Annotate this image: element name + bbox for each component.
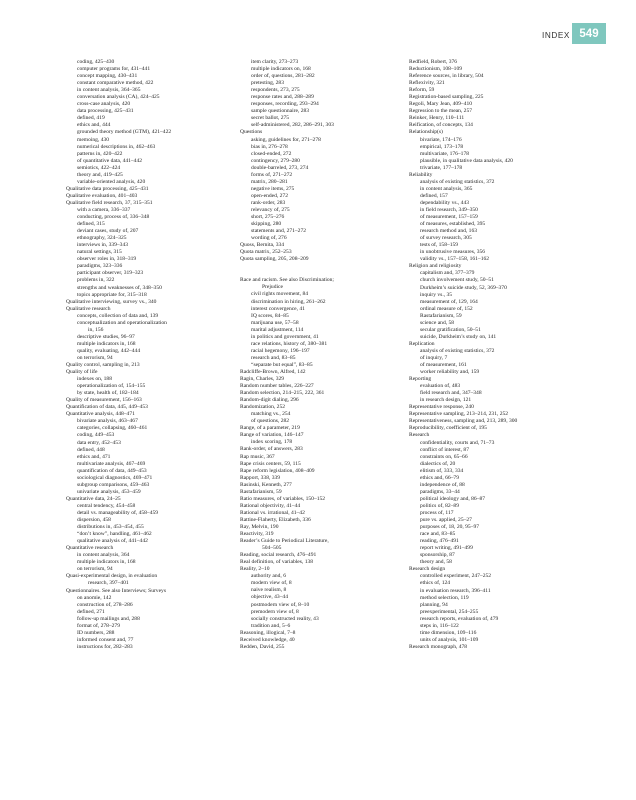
index-subentry: subgroup comparisons, 459–463 xyxy=(77,481,150,488)
index-entry: Reform, 59 xyxy=(409,87,435,94)
index-subentry: dependability vs., 443 xyxy=(420,199,469,206)
index-entry: Rap music, 367 xyxy=(240,453,275,460)
index-subentry: research reports, evaluation of, 479 xyxy=(420,615,499,622)
index-subentry: relevancy of, 275 xyxy=(251,206,290,213)
index-subentry: on terrorism, 94 xyxy=(77,354,113,361)
index-subentry: ethics and, 471 xyxy=(77,453,111,460)
index-subentry: asking, guidelines for, 271–278 xyxy=(251,136,321,143)
index-subentry: IQ scores, 84–85 xyxy=(251,312,289,319)
index-entry: Replication xyxy=(409,340,435,347)
index-subentry: double-barreled, 273, 274 xyxy=(251,164,309,171)
index-entry: Reflexivity, 321 xyxy=(409,80,445,87)
index-subentry: instructions for, 282–283 xyxy=(77,643,133,650)
index-subentry: computer programs for, 431–441 xyxy=(77,66,151,73)
index-entry: Research xyxy=(409,432,430,439)
index-subentry: in research design, 121 xyxy=(420,397,472,404)
index-subentry: research and, 83–85 xyxy=(251,354,296,361)
index-subentry: premodern view of, 8 xyxy=(251,608,299,615)
index-entry: Range of variation, 146–147 xyxy=(240,432,304,439)
index-continuation: Prejudice xyxy=(262,284,283,291)
index-entry: Qualitative evaluation, 401–403 xyxy=(66,192,138,199)
index-subentry: variable-oriented analysis, 420 xyxy=(77,178,146,185)
index-entry: Reasoning, illogical, 7–8 xyxy=(240,629,296,636)
index-subentry: defined, 419 xyxy=(77,115,105,122)
index-subentry: coding, 425–430 xyxy=(77,59,115,65)
index-entry: Quasi-experimental design, in evaluation xyxy=(66,573,158,580)
index-subentry: in content analysis, 364–365 xyxy=(77,87,141,94)
index-entry: Regression to the mean, 257 xyxy=(409,108,473,115)
index-subentry: analysis of existing statistics, 372 xyxy=(420,178,495,185)
index-subentry: paradigms, 33–44 xyxy=(420,488,460,495)
index-subentry: deviant cases, study of, 207 xyxy=(77,228,139,235)
index-entry: Questionnaires. See also Interviews; Surveys xyxy=(66,587,166,594)
index-entry: Rape crisis centers, 59, 115 xyxy=(240,460,301,467)
index-subentry: operationalization of, 154–155 xyxy=(77,383,146,390)
index-entry: Race and racism. See also Discrimination; xyxy=(240,277,334,284)
index-entry: Reification, of concepts, 134 xyxy=(409,122,473,129)
index-continuation: research, 397–401 xyxy=(88,580,129,587)
index-subentry: race relations, history of, 380–381 xyxy=(251,340,328,347)
index-subentry: secular gratification, 50–51 xyxy=(420,326,481,333)
index-entry: Received knowledge, 40 xyxy=(240,636,295,643)
index-subentry: independence of, 88 xyxy=(420,481,465,488)
index-subentry: in unobtrusive measures, 356 xyxy=(420,249,486,256)
index-subentry: observer roles in, 318–319 xyxy=(77,256,137,263)
index-subentry: matching vs., 254 xyxy=(251,411,291,418)
index-entry: Rational vs. irrational, 41–42 xyxy=(240,509,305,516)
index-subentry: race and, 83–85 xyxy=(420,531,456,538)
index-subentry: multivariate, 176–178 xyxy=(420,150,469,157)
index-entry: Reinker, Henry, 110–111 xyxy=(409,115,465,122)
index-subentry: descriptive studies, 96–97 xyxy=(77,333,135,340)
index-entry: Registration-based sampling, 225 xyxy=(409,94,484,101)
index-subentry: self-administered, 282, 286–291, 303 xyxy=(251,122,334,129)
index-column-2 xyxy=(240,59,430,651)
index-subentry: in content analysis, 365 xyxy=(420,185,473,192)
index-subentry: ethics and, 66–79 xyxy=(420,474,459,481)
index-subentry: wording of, 276 xyxy=(251,235,287,242)
index-subentry: grounded theory method (GTM), 421–422 xyxy=(77,129,172,136)
index-subentry: sponsorship, 87 xyxy=(420,552,455,559)
index-subentry: socially constructed reality, 43 xyxy=(251,615,319,622)
index-subentry: problems in, 322 xyxy=(77,277,115,284)
index-subentry: Durkheim’s suicide study, 52, 369–370 xyxy=(420,284,507,291)
index-subentry: confidentiality, courts and, 71–73 xyxy=(420,439,495,446)
index-entry: Quantification of data, 445, 449–453 xyxy=(66,404,148,411)
index-subentry: numerical descriptions in, 462–463 xyxy=(77,143,156,150)
index-subentry: index scoring, 178 xyxy=(251,439,293,446)
index-subentry: elitism of, 333, 334 xyxy=(420,467,464,474)
index-subentry: sociological diagnostics, 469–471 xyxy=(77,474,153,481)
index-entry: Reductionism, 108–109 xyxy=(409,66,463,73)
index-subentry: conceptualization and operationalization xyxy=(77,319,167,326)
index-continuation: in, 156 xyxy=(88,326,104,333)
index-entry: Rapport, 338, 339 xyxy=(240,474,281,481)
index-subentry: bivariate, 174–176 xyxy=(420,136,462,143)
index-subentry: ethnography, 324–325 xyxy=(77,235,127,242)
index-subentry: capitalism and, 377–379 xyxy=(420,270,475,277)
index-subentry: bivariate analysis, 463–467 xyxy=(77,418,138,425)
index-subentry: process of, 117 xyxy=(420,510,454,516)
index-subentry: qualitative analysis of, 441–442 xyxy=(77,538,148,545)
index-subentry: empirical, 173–178 xyxy=(420,143,464,150)
index-subentry: modern view of, 8 xyxy=(251,580,292,587)
index-entry: Reality, 2–10 xyxy=(240,566,270,573)
index-entry: Quota sampling, 205, 208–209 xyxy=(240,256,309,263)
index-entry: Qualitative field research, 37, 315–351 xyxy=(66,199,153,206)
index-subentry: quality, evaluating, 442–444 xyxy=(77,347,141,354)
index-subentry: dispersion, 458 xyxy=(77,517,111,524)
index-subentry: distributions in, 453–454, 455 xyxy=(77,524,144,531)
index-column-1 xyxy=(66,59,256,651)
index-subentry: informed consent and, 77 xyxy=(77,636,134,643)
index-subentry: ethics of, 124 xyxy=(420,580,451,587)
index-entry: Qualitative research xyxy=(66,305,111,312)
index-entry: Rank-order, of answers, 283 xyxy=(240,446,303,453)
index-subentry: dialectics of, 20 xyxy=(420,460,456,467)
index-subentry: method selection, 119 xyxy=(420,594,469,601)
index-entry: Quoss, Bernita, 334 xyxy=(240,242,285,249)
index-subentry: skipping, 280 xyxy=(251,221,282,228)
index-subentry: of measurement, 157–159 xyxy=(420,214,478,221)
index-entry: Real definition, of variables, 138 xyxy=(240,559,314,566)
index-subentry: statements and, 271–272 xyxy=(251,228,306,235)
index-subentry: constraints on, 65–66 xyxy=(420,453,468,460)
index-subentry: semiotics, 422–424 xyxy=(77,164,121,171)
index-subentry: contingency, 279–280 xyxy=(251,157,300,164)
index-subentry: objective, 43–44 xyxy=(251,594,288,601)
index-subentry: of measurement, 161 xyxy=(420,362,467,369)
index-subentry: construction of, 278–286 xyxy=(77,601,133,608)
index-subentry: cross-case analysis, 420 xyxy=(77,101,131,108)
index-entry: Quantitative data, 24–25 xyxy=(66,495,121,502)
index-entry: Rastafarianism, 59 xyxy=(240,488,282,495)
index-entry: Relationship(s) xyxy=(409,129,443,136)
index-subentry: conflict of interest, 87 xyxy=(420,446,469,453)
index-subentry: format of, 278–279 xyxy=(77,622,120,629)
index-subentry: closed-ended, 272 xyxy=(251,150,292,157)
index-subentry: participant observer, 319–323 xyxy=(77,270,144,277)
index-subentry: ethics and, 444 xyxy=(77,122,111,129)
index-subentry: theory and, 419–425 xyxy=(77,171,123,178)
index-subentry: of inquiry, 7 xyxy=(420,354,448,361)
index-subentry: church involvement study, 50–51 xyxy=(420,277,494,284)
index-entry: Research monograph, 478 xyxy=(409,643,468,650)
index-entry: Representative sampling, 213–214, 231, 252 xyxy=(409,411,509,418)
index-subentry: bias in, 276–278 xyxy=(251,143,288,150)
index-entry: Radcliffe-Brown, Alfred, 142 xyxy=(240,368,306,375)
index-continuation: 504–505 xyxy=(262,545,282,552)
index-entry: Regoli, Mary Jean, 409–410 xyxy=(409,101,473,108)
index-subentry: negative items, 275 xyxy=(251,185,295,192)
index-entry: Quality of measurement, 156–163 xyxy=(66,397,142,404)
index-subentry: discrimination in hiring, 261–262 xyxy=(251,298,326,305)
index-subentry: tests of, 158–159 xyxy=(420,242,459,249)
index-entry: Representativeness, sampling and, 213, 289, 300 xyxy=(409,418,518,425)
index-entry: Reactivity, 319 xyxy=(240,531,274,538)
index-subentry: of survey research, 305 xyxy=(420,235,472,242)
index-subentry: strengths and weaknesses of, 348–350 xyxy=(77,284,162,291)
index-subentry: respondents, 273, 275 xyxy=(251,87,300,94)
index-subentry: natural settings, 315 xyxy=(77,249,122,256)
index-subentry: paradigms, 323–336 xyxy=(77,263,123,270)
index-subentry: with a camera, 336–337 xyxy=(77,206,131,213)
index-entry: Questions xyxy=(240,129,263,136)
index-subentry: research method and, 163 xyxy=(420,228,477,235)
index-subentry: concept mapping, 430–431 xyxy=(77,73,138,80)
index-subentry: report writing, 491–499 xyxy=(420,545,473,552)
index-subentry: responses, recording, 293–294 xyxy=(251,101,319,108)
index-entry: Redfield, Robert, 376 xyxy=(409,59,458,65)
index-subentry: in evaluation research, 396–411 xyxy=(420,587,491,594)
index-subentry: open-ended, 272 xyxy=(251,192,288,199)
index-subentry: politics of, 82–89 xyxy=(420,502,459,509)
index-subentry: conversation analysis (CA), 424–425 xyxy=(77,94,160,101)
index-subentry: postmodern view of, 8–10 xyxy=(251,601,310,608)
index-subentry: purposes of, 18, 20, 95–97 xyxy=(420,524,480,531)
index-subentry: patterns in, 420–422 xyxy=(77,150,123,157)
index-subentry: item clarity, 273–273 xyxy=(251,59,299,65)
index-subentry: “don’t know”, handling, 461–462 xyxy=(77,531,152,538)
index-subentry: in politics and government, 41 xyxy=(251,333,319,340)
index-subentry: forms of, 271–272 xyxy=(251,171,293,178)
index-entry: Research design xyxy=(409,566,446,573)
index-subentry: sample questionnaire, 283 xyxy=(251,108,310,115)
index-subentry: short, 275–276 xyxy=(251,214,285,221)
index-subentry: response rates and, 288–289 xyxy=(251,94,314,101)
index-subentry: multivariate analysis, 467–469 xyxy=(77,460,146,467)
index-subentry: memoing, 430 xyxy=(77,136,110,143)
index-subentry: conducting, process of, 336–348 xyxy=(77,214,150,221)
index-subentry: topics appropriate for, 315–318 xyxy=(77,291,147,298)
index-subentry: multiple indicators on, 168 xyxy=(251,66,311,73)
index-entry: Quantitative research xyxy=(66,545,114,552)
section-gap xyxy=(240,263,430,277)
index-subentry: inquiry vs., 35 xyxy=(420,291,453,298)
index-entry: Rational objectivity, 41–44 xyxy=(240,502,301,509)
index-subentry: tradition and, 5–6 xyxy=(251,622,291,629)
index-subentry: trivariate, 177–178 xyxy=(420,164,463,171)
index-subentry: planning, 94 xyxy=(420,601,448,608)
page-number-badge: 549 xyxy=(572,23,606,44)
index-subentry: reading, 476–491 xyxy=(420,538,459,545)
index-entry: Qualitative data processing, 425–431 xyxy=(66,185,149,192)
index-entry: Representative response, 240 xyxy=(409,404,474,411)
index-subentry: data processing, 425–431 xyxy=(77,108,134,115)
index-entry: Ragin, Charles, 329 xyxy=(240,376,285,383)
index-subentry: validity vs., 157–158, 161–162 xyxy=(420,256,490,263)
index-entry: Reliability xyxy=(409,171,433,178)
index-entry: Quantitative analysis, 448–471 xyxy=(66,411,135,418)
index-subentry: ID numbers, 288 xyxy=(77,629,115,636)
index-entry: Range, of a parameter, 219 xyxy=(240,425,300,432)
index-entry: Randomization, 252 xyxy=(240,404,285,411)
index-entry: Reference sources, in library, 504 xyxy=(409,73,484,80)
index-subentry: central tendency, 454–458 xyxy=(77,502,136,509)
index-subentry: plausible, in qualitative data analysis, 420 xyxy=(420,157,513,164)
index-subentry: coding, 449–453 xyxy=(77,432,115,439)
index-subentry: of quantitative data, 441–442 xyxy=(77,157,143,164)
index-subentry: marijuana use, 57–58 xyxy=(251,319,299,326)
index-entry: Religion and religiosity xyxy=(409,263,462,270)
index-column-3 xyxy=(409,59,599,651)
index-subentry: Rastafarianism, 59 xyxy=(420,312,462,319)
index-subentry: rank-order, 283 xyxy=(251,199,286,206)
index-subentry: of measures, established, 395 xyxy=(420,221,486,228)
index-subentry: “separate but equal”, 83–85 xyxy=(251,361,313,368)
index-subentry: pure vs. applied, 25–27 xyxy=(420,517,472,524)
index-subentry: multiple indicators in, 168 xyxy=(77,559,136,566)
index-subentry: suicide, Durkheim’s study on, 141 xyxy=(420,333,497,340)
index-subentry: multiple indicators in, 168 xyxy=(77,340,136,347)
index-subentry: ordinal measure of, 152 xyxy=(420,305,473,312)
index-subentry: indexes on, 188 xyxy=(77,376,112,383)
index-subentry: in content analysis, 364 xyxy=(77,552,130,559)
index-subentry: concepts, collection of data and, 139 xyxy=(77,312,159,319)
index-subentry: naive realism, 8 xyxy=(251,587,287,594)
index-entry: Quality control, sampling in, 213 xyxy=(66,362,140,369)
index-entry: Ray, Melvin, 190 xyxy=(240,524,279,530)
index-subentry: defined, 157 xyxy=(420,192,448,199)
index-subentry: constant comparative method, 422 xyxy=(77,80,154,87)
index-subentry: interviews in, 339–343 xyxy=(77,242,128,249)
index-subentry: univariate analysis, 453–459 xyxy=(77,488,141,495)
index-subentry: units of analysis, 101–109 xyxy=(420,636,479,643)
index-entry: Random-digit dialing, 296 xyxy=(240,397,299,404)
index-entry: Quota matrix, 252–253 xyxy=(240,249,292,256)
index-entry: Random number tables, 226–227 xyxy=(240,383,314,390)
index-subentry: on terrorism, 94 xyxy=(77,566,113,573)
index-entry: Rasinski, Kenneth, 277 xyxy=(240,481,292,488)
index-subentry: data entry, 452–453 xyxy=(77,439,121,446)
index-subentry: order of, questions, 281–282 xyxy=(251,73,315,80)
index-subentry: authority and, 6 xyxy=(251,573,286,580)
running-header-label: INDEX xyxy=(541,31,570,40)
index-subentry: defined, 271 xyxy=(77,608,105,615)
index-entry: Qualitative interviewing, survey vs., 340 xyxy=(66,298,157,305)
index-subentry: analysis of existing statistics, 372 xyxy=(420,347,495,354)
index-subentry: defined, 315 xyxy=(77,221,105,228)
index-entry: Reading, social research, 476–491 xyxy=(240,552,317,559)
index-entry: Random selection, 214–215, 222, 361 xyxy=(240,390,325,397)
index-subentry: in field research, 349–350 xyxy=(420,206,478,213)
index-subentry: time dimension, 109–116 xyxy=(420,629,477,636)
index-subentry: follow-up mailings and, 288 xyxy=(77,615,140,622)
index-subentry: matrix, 280–281 xyxy=(251,178,288,185)
index-subentry: racial hegemony, 196–197 xyxy=(251,347,310,354)
index-subentry: preexperimental, 254–255 xyxy=(420,608,479,615)
index-subentry: political ideology and, 86–87 xyxy=(420,495,486,502)
index-subentry: evaluation of, 483 xyxy=(420,383,461,390)
index-entry: Reproducibility, coefficient of, 195 xyxy=(409,425,487,432)
index-subentry: field research and, 347–348 xyxy=(420,390,482,397)
index-subentry: secret ballot, 275 xyxy=(251,115,290,122)
index-subentry: measurement of, 129, 164 xyxy=(420,298,478,305)
index-subentry: theory and, 58 xyxy=(420,559,452,566)
index-entry: Rape reform legislation, 408–409 xyxy=(240,467,315,474)
index-entry: Quality of life xyxy=(66,369,98,376)
index-subentry: controlled experiment, 247–252 xyxy=(420,573,492,580)
index-subentry: science and, 58 xyxy=(420,319,455,326)
index-subentry: defined, 448 xyxy=(77,446,105,453)
index-entry: Reporting xyxy=(409,376,432,383)
index-subentry: pretesting, 283 xyxy=(251,80,284,87)
index-entry: Redden, David, 255 xyxy=(240,643,285,650)
index-subentry: detail vs. manageability of, 458–459 xyxy=(77,510,159,516)
index-subentry: on anomie, 142 xyxy=(77,594,112,601)
index-subentry: marital adjustment, 114 xyxy=(251,326,304,333)
index-entry: Rattine-Flaherty, Elizabeth, 336 xyxy=(240,516,311,523)
index-subentry: steps in, 116–122 xyxy=(420,622,459,629)
index-subentry: worker reliability and, 159 xyxy=(420,369,480,376)
index-subentry: interest convergence, 41 xyxy=(251,305,305,312)
index-subentry: civil rights movement, 84 xyxy=(251,291,309,298)
index-subentry: of questions, 282 xyxy=(251,418,290,425)
index-subentry: quantification of data, 449–453 xyxy=(77,467,147,474)
index-subentry: categories, collapsing, 460–461 xyxy=(77,425,148,432)
index-entry: Ratio measures, of variables, 150–152 xyxy=(240,495,326,502)
index-entry: Reader’s Guide to Periodical Literature, xyxy=(240,538,329,545)
index-subentry: by state, health of, 182–184 xyxy=(77,390,139,397)
